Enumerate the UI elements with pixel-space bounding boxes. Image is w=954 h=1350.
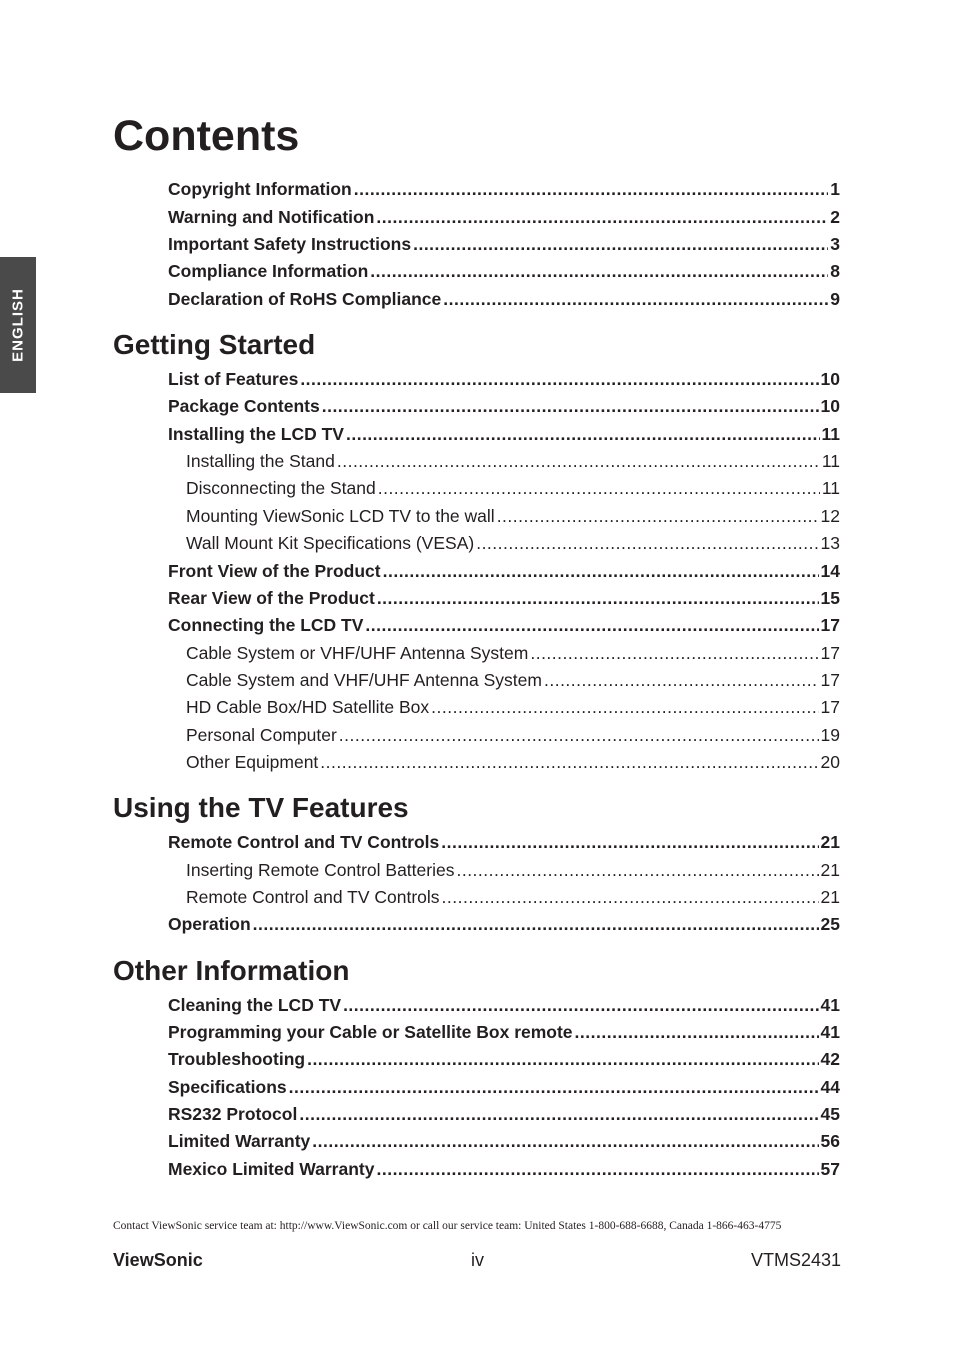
dot-leader	[575, 1021, 819, 1043]
toc-entry-page: 25	[820, 914, 840, 934]
dot-leader	[377, 587, 819, 609]
toc-entry[interactable]	[168, 587, 840, 609]
dot-leader	[307, 1048, 818, 1070]
contact-note: Contact ViewSonic service team at: http://www.ViewSonic.com or call our service team: United States 1-800-688-6688, Canada 1-866-463-4775	[113, 1220, 782, 1232]
toc-entry-label: Mexico Limited Warranty	[168, 1159, 375, 1179]
toc-entry-page: 9	[830, 289, 840, 309]
toc-entry-page: 15	[820, 588, 840, 608]
toc-subentry[interactable]	[186, 751, 840, 773]
dot-leader	[376, 206, 828, 228]
toc-subentry[interactable]	[186, 505, 840, 527]
toc-entry-label: Personal Computer	[186, 725, 337, 745]
dot-leader	[376, 1158, 818, 1180]
toc-entry-label: Declaration of RoHS Compliance	[168, 289, 442, 309]
dot-leader	[300, 368, 818, 390]
toc-entry[interactable]	[168, 368, 840, 390]
toc-entry-label: Compliance Information	[168, 261, 369, 281]
language-tab	[0, 257, 36, 393]
toc-entry-page: 10	[820, 396, 840, 416]
toc-entry-label: Remote Control and TV Controls	[168, 832, 440, 852]
dot-leader	[497, 505, 819, 527]
toc-entry[interactable]	[168, 560, 840, 582]
toc-entry-page: 17	[820, 643, 840, 663]
dot-leader	[343, 994, 818, 1016]
toc-entry-label: Important Safety Instructions	[168, 234, 412, 254]
toc-entry-page: 3	[830, 234, 840, 254]
toc-entry-label: Front View of the Product	[168, 561, 381, 581]
toc-entry-page: 44	[820, 1077, 840, 1097]
footer-page-number: iv	[471, 1250, 484, 1270]
dot-leader	[370, 260, 828, 282]
toc-entry-page: 11	[821, 478, 840, 498]
dot-leader	[530, 642, 818, 664]
toc-entry-label: Remote Control and TV Controls	[186, 887, 440, 907]
toc-entry[interactable]	[168, 913, 840, 935]
toc-entry-label: Rear View of the Product	[168, 588, 375, 608]
dot-leader	[354, 178, 829, 200]
toc-entry-page: 19	[820, 725, 840, 745]
toc-entry[interactable]	[168, 831, 840, 853]
toc-entry-label: Cable System and VHF/UHF Antenna System	[186, 670, 542, 690]
toc-entry[interactable]	[168, 614, 840, 636]
dot-leader	[378, 477, 820, 499]
toc-entry-page: 17	[820, 615, 840, 635]
toc-entry-page: 20	[820, 752, 840, 772]
toc-entry-label: Cleaning the LCD TV	[168, 995, 342, 1015]
toc-entry-page: 21	[820, 860, 840, 880]
dot-leader	[337, 450, 820, 472]
toc-entry-page: 13	[820, 533, 840, 553]
toc-entry-label: Copyright Information	[168, 179, 352, 199]
toc-subentry[interactable]	[186, 450, 840, 472]
dot-leader	[413, 233, 828, 255]
toc-entry-page: 41	[820, 1022, 840, 1042]
page-title: Contents	[113, 112, 300, 160]
toc-entry-page: 45	[820, 1104, 840, 1124]
toc-subentry[interactable]	[186, 642, 840, 664]
toc-entry-page: 17	[820, 697, 840, 717]
toc-entry-label: Cable System or VHF/UHF Antenna System	[186, 643, 529, 663]
dot-leader	[476, 532, 818, 554]
language-tab-label: ENGLISH	[9, 288, 27, 362]
toc-entry-page: 8	[830, 261, 840, 281]
toc-entry-label: Inserting Remote Control Batteries	[186, 860, 455, 880]
toc-entry-label: Operation	[168, 914, 251, 934]
toc-entry-page: 57	[820, 1159, 840, 1179]
toc-entry-label: List of Features	[168, 369, 299, 389]
section-heading: Getting Started	[113, 329, 316, 360]
toc-entry[interactable]	[168, 288, 840, 310]
dot-leader	[431, 696, 818, 718]
toc-entry-page: 21	[820, 887, 840, 907]
dot-leader	[339, 724, 819, 746]
dot-leader	[441, 831, 818, 853]
footer-brand: ViewSonic	[113, 1250, 203, 1270]
toc-entry-page: 14	[820, 561, 840, 581]
toc-entry-label: Specifications	[168, 1077, 287, 1097]
toc-entry[interactable]	[168, 1158, 840, 1180]
footer-model: VTMS2431	[750, 1250, 841, 1270]
toc-entry-label: Limited Warranty	[168, 1131, 311, 1151]
toc-entry-label: Other Equipment	[186, 752, 319, 772]
dot-leader	[299, 1103, 818, 1125]
dot-leader	[456, 859, 818, 881]
toc-entry-label: RS232 Protocol	[168, 1104, 298, 1124]
dot-leader	[322, 395, 819, 417]
toc-entry-label: Disconnecting the Stand	[186, 478, 376, 498]
toc-subentry[interactable]	[186, 696, 840, 718]
toc-subentry[interactable]	[186, 859, 840, 881]
dot-leader	[365, 614, 818, 636]
section-heading: Using the TV Features	[113, 792, 409, 823]
toc-entry[interactable]	[168, 233, 840, 255]
dot-leader	[320, 751, 818, 773]
toc-entry-label: Connecting the LCD TV	[168, 615, 364, 635]
toc-entry-page: 10	[820, 369, 840, 389]
toc-entry-page: 12	[820, 506, 840, 526]
toc-entry-page: 11	[821, 424, 840, 444]
dot-leader	[442, 886, 819, 908]
toc-entry[interactable]	[168, 178, 840, 200]
dot-leader	[253, 913, 819, 935]
toc-entry[interactable]	[168, 206, 840, 228]
toc-entry-page: 56	[820, 1131, 840, 1151]
toc-entry-page: 11	[821, 451, 840, 471]
toc-subentry[interactable]	[186, 724, 840, 746]
toc-entry-page: 42	[820, 1049, 840, 1069]
dot-leader	[544, 669, 819, 691]
toc-subentry[interactable]	[186, 477, 840, 499]
toc-subentry[interactable]	[186, 886, 840, 908]
toc-entry[interactable]	[168, 1130, 840, 1152]
toc-entry-label: Package Contents	[168, 396, 320, 416]
dot-leader	[289, 1076, 819, 1098]
toc-entry[interactable]	[168, 1076, 840, 1098]
toc-entry-label: Installing the LCD TV	[168, 424, 344, 444]
toc-entry[interactable]	[168, 260, 840, 282]
toc-entry-label: Warning and Notification	[168, 207, 375, 227]
toc-entry[interactable]	[168, 395, 840, 417]
toc-entry-label: Installing the Stand	[186, 451, 335, 471]
toc-subentry[interactable]	[186, 669, 840, 691]
toc-entry[interactable]	[168, 1048, 840, 1070]
toc-entry[interactable]	[168, 994, 840, 1016]
section-heading: Other Information	[113, 955, 350, 986]
toc-entry-page: 17	[820, 670, 840, 690]
toc-entry-page: 2	[830, 207, 840, 227]
toc-entry-label: Wall Mount Kit Specifications (VESA)	[186, 533, 475, 553]
toc-entry[interactable]	[168, 423, 840, 445]
dot-leader	[346, 423, 820, 445]
toc-entry-page: 1	[830, 179, 840, 199]
dot-leader	[383, 560, 819, 582]
toc-entry-label: HD Cable Box/HD Satellite Box	[186, 697, 430, 717]
toc-entry-page: 21	[820, 832, 840, 852]
toc-entry-label: Programming your Cable or Satellite Box remote	[168, 1022, 573, 1042]
dot-leader	[443, 288, 828, 310]
toc-subentry[interactable]	[186, 532, 840, 554]
toc-entry[interactable]	[168, 1021, 840, 1043]
toc-entry-label: Mounting ViewSonic LCD TV to the wall	[186, 506, 495, 526]
toc-entry-label: Troubleshooting	[168, 1049, 306, 1069]
toc-entry[interactable]	[168, 1103, 840, 1125]
dot-leader	[312, 1130, 818, 1152]
toc-entry-page: 41	[820, 995, 840, 1015]
